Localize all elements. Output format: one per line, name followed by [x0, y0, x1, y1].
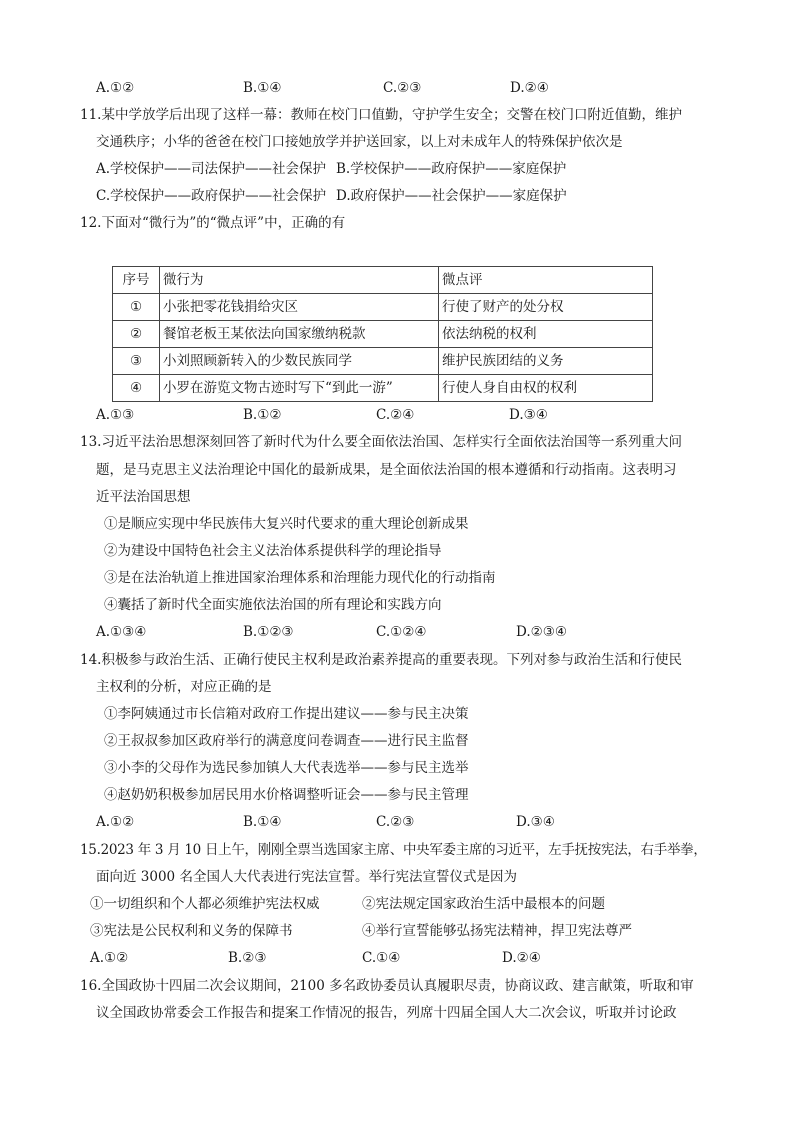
table-cell: ① [113, 294, 160, 321]
q14-item-3: ③小李的父母作为选民参加镇人大代表选举——参与民主选举 [104, 760, 469, 776]
table-cell: 行使了财产的处分权 [439, 294, 653, 321]
table-header-cell: 序号 [113, 267, 160, 294]
q13-option-d: D.②③④ [516, 624, 567, 640]
q15-item-1: ①一切组织和个人都必须维护宪法权威 [90, 896, 320, 912]
q16-stem-line-1: 16.全国政协十四届二次会议期间，2100 多名政协委员认真履职尽责，协商议政、建言献策，听取和审 [80, 978, 694, 994]
table-cell: ④ [113, 375, 160, 402]
q12-option-d: D.③④ [509, 407, 548, 423]
q13-stem-line-1: 13.习近平法治思想深刻回答了新时代为什么要全面依法治国、怎样实行全面依法治国等一系列重大问 [80, 434, 682, 450]
q11-option-b: B.学校保护——政府保护——家庭保护 [336, 161, 567, 177]
q13-option-b: B.①②③ [243, 624, 294, 640]
q12-option-a: A.①③ [96, 407, 135, 423]
q16-stem-line-2: 议全国政协常委会工作报告和提案工作情况的报告，列席十四届全国人大二次会议，听取并讨论政 [96, 1005, 677, 1021]
table-cell: ③ [113, 348, 160, 375]
q15-option-c: C.①④ [362, 950, 401, 966]
q14-stem-line-2: 主权利的分析，对应正确的是 [96, 679, 272, 695]
q11-option-c: C.学校保护——政府保护——社会保护 [96, 188, 327, 204]
q14-stem-line-1: 14.积极参与政治生活、正确行使民主权利是政治素养提高的重要表现。下列对参与政治生活和行使民 [80, 652, 682, 668]
q12-option-b: B.①② [243, 407, 282, 423]
table-header-cell: 微行为 [160, 267, 439, 294]
q13-option-c: C.①②④ [376, 624, 427, 640]
q14-option-a: A.①② [96, 814, 135, 830]
q14-item-4: ④赵奶奶积极参加居民用水价格调整听证会——参与民主管理 [104, 787, 469, 803]
q13-item-2: ②为建设中国特色社会主义法治体系提供科学的理论指导 [104, 543, 442, 559]
q15-option-a: A.①② [90, 950, 129, 966]
q15-item-4: ④举行宣誓能够弘扬宪法精神，捍卫宪法尊严 [362, 923, 632, 939]
table-cell: 餐馆老板王某依法向国家缴纳税款 [160, 321, 439, 348]
q15-stem-line-2: 面向近 3000 名全国人大代表进行宪法宣誓。举行宪法宣誓仪式是因为 [96, 869, 517, 885]
q13-option-a: A.①③④ [96, 624, 147, 640]
q12-stem: 12.下面对“微行为”的“微点评”中，正确的有 [80, 215, 346, 231]
table-row [113, 348, 653, 375]
q10-option-b: B.①④ [243, 80, 282, 96]
q11-stem-line-1: 11.某中学放学后出现了这样一幕：教师在校门口值勤，守护学生安全；交警在校门口附近值勤，维护 [80, 107, 682, 123]
table-header-cell: 微点评 [439, 267, 653, 294]
q12-table [112, 266, 653, 402]
q14-option-c: C.②③ [376, 814, 415, 830]
q13-stem-line-3: 近平法治国思想 [96, 489, 191, 505]
q14-option-b: B.①④ [243, 814, 282, 830]
q15-stem-line-1: 15.2023 年 3 月 10 日上午，刚刚全票当选国家主席、中央军委主席的习近平，左手抚按宪法，右手举拳， [80, 842, 707, 858]
table-row [113, 375, 653, 402]
table-row [113, 321, 653, 348]
q14-option-d: D.③④ [516, 814, 555, 830]
table-cell: 维护民族团结的义务 [439, 348, 653, 375]
table-cell: 小张把零花钱捐给灾区 [160, 294, 439, 321]
q13-item-1: ①是顺应实现中华民族伟大复兴时代要求的重大理论创新成果 [104, 516, 469, 532]
q15-option-b: B.②③ [228, 950, 267, 966]
table-cell: 小罗在游览文物古迹时写下“到此一游” [160, 375, 439, 402]
q11-option-d: D.政府保护——社会保护——家庭保护 [336, 188, 567, 204]
q13-item-3: ③是在法治轨道上推进国家治理体系和治理能力现代化的行动指南 [104, 570, 496, 586]
q11-option-a: A.学校保护——司法保护——社会保护 [96, 161, 327, 177]
table-row [113, 294, 653, 321]
q10-option-a: A.①② [96, 80, 135, 96]
q12-option-c: C.②④ [376, 407, 415, 423]
q15-item-3: ③宪法是公民权利和义务的保障书 [90, 923, 293, 939]
q10-option-d: D.②④ [510, 80, 549, 96]
table-cell: 小刘照顾新转入的少数民族同学 [160, 348, 439, 375]
q14-item-1: ①李阿姨通过市长信箱对政府工作提出建议——参与民主决策 [104, 706, 469, 722]
q14-item-2: ②王叔叔参加区政府举行的满意度问卷调查——进行民主监督 [104, 733, 469, 749]
q13-item-4: ④囊括了新时代全面实施依法治国的所有理论和实践方向 [104, 597, 442, 613]
q13-stem-line-2: 题，是马克思主义法治理论中国化的最新成果，是全面依法治国的根本遵循和行动指南。这表明习 [96, 462, 677, 478]
table-header-row [113, 267, 653, 294]
table-cell: 依法纳税的权利 [439, 321, 653, 348]
q15-option-d: D.②④ [502, 950, 541, 966]
table-cell: 行使人身自由权的权利 [439, 375, 653, 402]
q11-stem-line-2: 交通秩序；小华的爸爸在校门口接她放学并护送回家，以上对未成年人的特殊保护依次是 [96, 134, 623, 150]
q10-option-c: C.②③ [383, 80, 422, 96]
table-cell: ② [113, 321, 160, 348]
q15-item-2: ②宪法规定国家政治生活中最根本的问题 [362, 896, 605, 912]
